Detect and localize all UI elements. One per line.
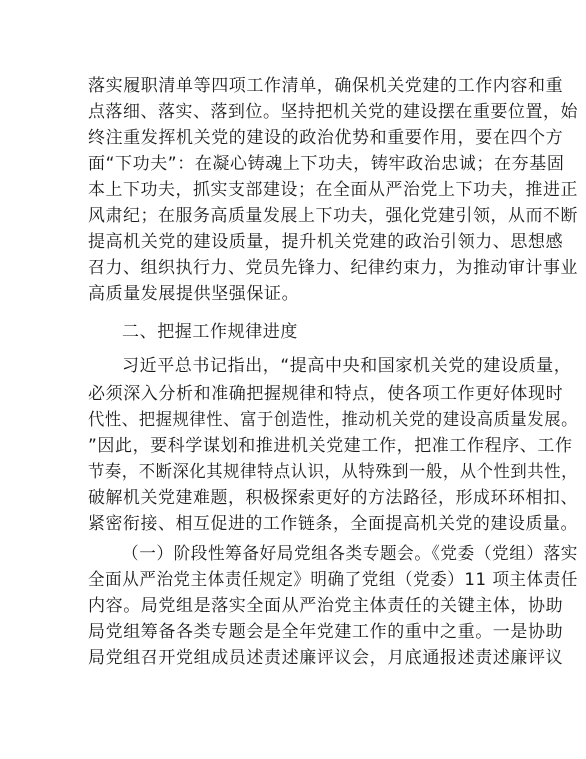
paragraph-1-line-6: 风肃纪；在服务高质量发展上下功夫，强化党建引领，从而不断	[88, 206, 578, 226]
paragraph-2-line-1: 习近平总书记指出，“提高中央和国家机关党的建设质量，	[122, 356, 572, 376]
paragraph-1-line-5: 本上下功夫，抓实支部建设；在全面从严治党上下功夫，推进正	[88, 180, 578, 200]
paragraph-2-line-7: 紧密衔接、相互促进的工作链条，全面提高机关党的建设质量。	[88, 514, 578, 534]
paragraph-2-line-4: ”因此，要科学谋划和推进机关党建工作，把准工作程序、工作	[88, 436, 573, 456]
paragraph-3-line-2: 全面从严治党主体责任规定》明确了党组（党委）11 项主体责任	[88, 570, 578, 590]
paragraph-2-line-3: 代性、把握规律性、富于创造性，推动机关党的建设高质量发展。	[88, 410, 578, 430]
paragraph-3-line-4: 局党组筹备各类专题会是全年党建工作的重中之重。一是协助	[88, 622, 564, 642]
paragraph-1-line-8: 召力、组织执行力、党员先锋力、纪律约束力，为推动审计事业	[88, 258, 578, 278]
paragraph-2-line-2: 必须深入分析和准确把握规律和特点，使各项工作更好体现时	[88, 384, 564, 404]
paragraph-1-line-7: 提高机关党的建设质量，提升机关党建的政治引领力、思想感	[88, 232, 564, 252]
paragraph-2-line-6: 破解机关党建难题，积极探索更好的方法路径，形成环环相扣、	[88, 488, 578, 508]
paragraph-1-line-4: 面“下功夫”：在凝心铸魂上下功夫，铸牢政治忠诚；在夯基固	[88, 154, 565, 174]
paragraph-1-line-9: 高质量发展提供坚强保证。	[88, 284, 300, 304]
paragraph-2-line-5: 节奏，不断深化其规律特点认识，从特殊到一般，从个性到共性，	[88, 462, 578, 482]
paragraph-3-line-3: 内容。局党组是落实全面从严治党主体责任的关键主体，协助	[88, 596, 564, 616]
paragraph-1-line-2: 点落细、落实、落到位。坚持把机关党的建设摆在重要位置，始	[88, 102, 578, 122]
paragraph-3-line-1: （一）阶段性筹备好局党组各类专题会。《党委（党组）落实	[122, 544, 578, 564]
section-heading: 二、把握工作规律进度	[122, 322, 298, 342]
paragraph-1-line-1: 落实履职清单等四项工作清单，确保机关党建的工作内容和重	[88, 76, 564, 96]
paragraph-3-line-5: 局党组召开党组成员述责述廉评议会，月底通报述责述廉评议	[88, 648, 564, 668]
paragraph-1-line-3: 终注重发挥机关党的建设的政治优势和重要作用，要在四个方	[88, 128, 564, 148]
